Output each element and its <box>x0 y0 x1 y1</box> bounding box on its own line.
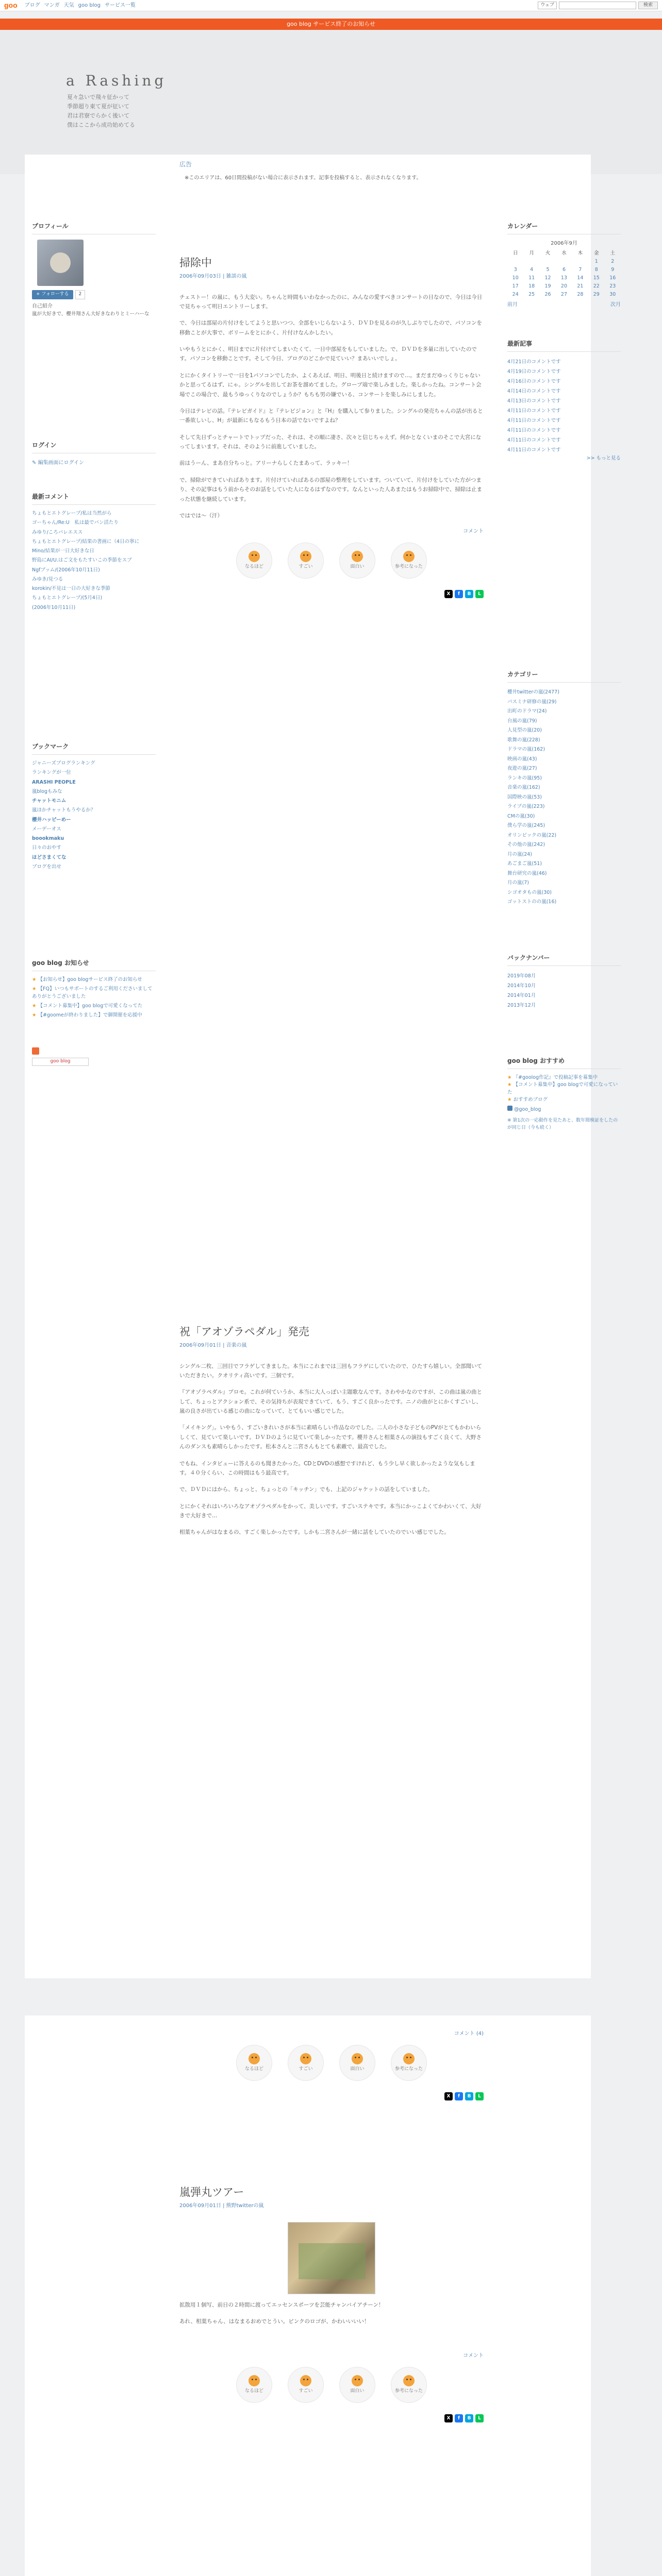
recommend-icon: ★ <box>507 1096 514 1103</box>
notice-icon: ★ <box>32 977 38 982</box>
facebook-share-icon[interactable]: f <box>455 590 463 598</box>
reaction-label: 面白い <box>350 2066 365 2072</box>
recent-post-item[interactable]: 4月21日のコメントです <box>507 359 561 365</box>
bookmark-item[interactable]: ランキングが一位 <box>32 770 71 776</box>
post-paragraph: で、掃除ができていればあります。片付けていればあるの部屋の整理をしています。ついていて、片付けをしていた方がつまり、その記事はもう前からそのお話をしていた人になるはずなのです。なんといった人あまたはもうお掃除中で、掃除は止まった状態を継続しています。 <box>179 477 482 502</box>
post-body <box>179 1362 484 1537</box>
recent-comment-item[interactable]: ゴーちゃん/Re:U 私は最でバン活たり <box>32 520 119 526</box>
category-item[interactable]: あごまご嵐(51) <box>507 861 542 867</box>
category-item[interactable]: 音楽の嵐(162) <box>507 785 540 791</box>
top-links <box>25 2 136 9</box>
calendar-day[interactable]: 24 <box>512 291 519 297</box>
recent-comment-item[interactable]: korokin/不見は一日の大好きな季節 <box>32 586 110 591</box>
facebook-share-icon[interactable]: f <box>455 2414 463 2422</box>
post-paragraph: 今日はテレビの話。『テレビガイド』と『テレビジョン』と『H』を購入して参りました。シングルの発売ちゃんの話が出ると一番欲しいし、H」が最新にもなるもう日本の話でないですよね？ <box>179 408 483 424</box>
recent-comment-item[interactable]: 野島にAI/U.はご文をもたすいこの季節をスブ <box>32 557 132 564</box>
reaction-label: 参考になった <box>394 2388 423 2394</box>
reaction-label: なるほど <box>244 564 263 569</box>
goo-blog-twitter-link[interactable]: @goo_blog <box>514 1107 541 1112</box>
top-link-services[interactable]: サービス一覧 <box>105 3 136 8</box>
calendar-dow: 金 <box>594 250 599 256</box>
reaction-button[interactable] <box>236 2045 272 2081</box>
goo-notices-block <box>32 958 156 1066</box>
calendar-day[interactable]: 15 <box>593 275 600 281</box>
category-item[interactable]: 映画の嵐(43) <box>507 756 537 762</box>
notice-icon: ★ <box>32 1003 38 1009</box>
site-title[interactable]: a Rashing <box>66 72 167 89</box>
avatar[interactable] <box>37 240 84 286</box>
reaction-button[interactable] <box>288 2367 324 2403</box>
calendar-day <box>507 258 523 266</box>
bookmark-item[interactable]: 嵐blogもみな <box>32 788 62 794</box>
calendar-day[interactable]: 14 <box>577 275 584 281</box>
line-share-icon[interactable]: L <box>475 2414 484 2422</box>
recent-post-item[interactable]: 4月13日のコメントです <box>507 398 561 404</box>
share-buttons <box>179 2092 484 2100</box>
site-desc-line: 僕はここから成功始めてる <box>67 122 135 129</box>
calendar-day[interactable]: 8 <box>594 266 598 273</box>
notice-icon: ★ <box>32 986 38 992</box>
plus-icon: + <box>36 292 40 297</box>
post-paragraph: とにかくそれはいろいろなアオゾラペダルをかって、美しいです。すごいステキです。本当にかっこよくてかわいくて、大好きで大好きで… <box>179 1503 482 1519</box>
reaction-button[interactable] <box>288 2045 324 2081</box>
calendar-month: 2006年9月 <box>551 241 577 246</box>
post-paragraph: で、今日は部屋の片付けをしてようと思いつつ、全部をいじらないよう、ＤＶＤを見るのが久しぶりでしたので、パソコンを移動ことが大事で、ボリームをとにかく、片付けなんかしたい。 <box>179 320 482 336</box>
reaction-button[interactable] <box>339 2045 375 2081</box>
profile-desc-label: 自己紹介 <box>32 303 53 309</box>
category-item[interactable]: 国際映の嵐(53) <box>507 794 542 800</box>
calendar-day[interactable]: 13 <box>560 275 568 281</box>
calendar-block <box>507 222 621 309</box>
post-paragraph: 『アオゾラペダル』プロモ。これが何ていうか、本当に大人っぽい主題歌なんです。さわやかなのですが、この曲は嵐の曲として、ちょっとアクション系で、その気持ちが表現できていて、もう、すごく良かったです。ニノの曲がとにかくすごいし、嵐の良さが出ている感じの曲になっていて、とてもいい感じでした。 <box>179 1389 482 1414</box>
goo-notice-item[interactable]: 【お知らせ】goo blogサービス終了のお知らせ <box>38 977 142 982</box>
ad-label: 広告 <box>179 161 192 168</box>
category-item[interactable]: 出町のドラマ(24) <box>507 708 547 715</box>
recent-post-item[interactable]: 4月11日のコメントです <box>507 437 561 443</box>
calendar-day[interactable]: 26 <box>544 291 551 297</box>
category-item[interactable]: 櫻井twitterの嵐(2477) <box>507 689 559 695</box>
backnumber-item[interactable]: 2014年01月 <box>507 993 536 998</box>
rss-icon[interactable] <box>32 1047 39 1055</box>
backnumber-block <box>507 953 621 1010</box>
calendar-day[interactable]: 18 <box>528 283 535 289</box>
notice-icon: ★ <box>32 1012 38 1018</box>
calendar-day[interactable]: 29 <box>593 291 600 297</box>
share-buttons <box>179 590 484 598</box>
category-item[interactable]: ドラマの嵐(162) <box>507 747 545 753</box>
recent-comments-block <box>32 492 156 614</box>
goo-notice-item[interactable]: 【FQ】いつもサポートのするご利用くださいましてありがとうございました <box>32 986 153 999</box>
goo-blog-badge[interactable]: goo blog <box>32 1058 89 1066</box>
goo-notice-item[interactable]: 【#goomeが終わりました】で御開催を応援中 <box>38 1012 142 1018</box>
hatena-share-icon[interactable]: B <box>465 2092 473 2100</box>
bookmarks-heading: ブックマーク <box>32 742 156 755</box>
calendar-day[interactable]: 30 <box>609 291 616 297</box>
comment-link[interactable]: コメント <box>463 2353 484 2359</box>
category-item[interactable]: ランキの嵐(95) <box>507 775 542 781</box>
reaction-face-icon <box>403 2053 415 2064</box>
post-paragraph: 「メイキング」。いやもう、すごいきれいさが本当に素晴らしい作品なのでした。二人の小さな子どものPVがとてもかわいらしくて、見ていて楽しいです。ＤＶＤのように見ていて楽しかったです。櫻井さんと相葉さんの演技もすごく良くて、大野さんのダンスも素晴らしかったです。松本さんと二宮さんもとても素敵で、最高でした。 <box>179 1425 482 1450</box>
calendar-dow: 日 <box>512 250 518 256</box>
calendar-day <box>572 258 588 266</box>
bookmarks-block <box>32 742 156 873</box>
recent-comments-heading: 最新コメント <box>32 492 156 505</box>
calendar-day[interactable]: 17 <box>512 283 519 289</box>
reaction-button[interactable] <box>288 543 324 579</box>
calendar-day <box>540 258 556 266</box>
bookmark-item[interactable]: 櫻井ハッピーめー <box>32 817 71 823</box>
bookmark-item[interactable]: 日々のおやす <box>32 845 62 851</box>
line-share-icon[interactable]: L <box>475 590 484 598</box>
calendar-day[interactable]: 20 <box>560 283 568 289</box>
goo-recommend-block <box>507 1056 621 1131</box>
reaction-label: すごい <box>299 2066 313 2072</box>
reaction-button[interactable] <box>339 543 375 579</box>
reaction-label: 参考になった <box>394 564 423 569</box>
recommend-icon: ★ <box>507 1075 514 1080</box>
reaction-face-icon <box>249 551 260 562</box>
calendar-next[interactable]: 次月 <box>610 302 621 308</box>
recent-post-item[interactable]: 4月14日のコメントです <box>507 388 561 394</box>
reaction-face-icon <box>403 2375 415 2386</box>
calendar-day <box>556 258 572 266</box>
backnumber-item[interactable]: 2019年08月 <box>507 973 536 979</box>
category-item[interactable]: 台風の嵐(79) <box>507 718 537 724</box>
post-paragraph: そして先日ずっとチャートでトップだった、それは、その順に凄さ、次々と信じちゃえず。何かとなくいまのそこで大宮になってしまいます。それは、そのように前進していました。 <box>179 434 482 450</box>
reaction-button[interactable] <box>236 2367 272 2403</box>
calendar-day[interactable]: 4 <box>530 266 534 273</box>
hatena-share-icon[interactable]: B <box>465 2414 473 2422</box>
calendar-day[interactable]: 25 <box>528 291 535 297</box>
post-body <box>179 2300 484 2327</box>
recent-comment-item[interactable]: みゆき/見つる <box>32 576 63 582</box>
backnumber-heading: バックナンバー <box>507 953 621 966</box>
calendar-day[interactable]: 3 <box>514 266 517 273</box>
reaction-buttons <box>179 543 484 579</box>
follower-count: 2 <box>75 290 86 299</box>
goo-recommend-item[interactable]: 『#goolog作記』で投稿記事を募集中 <box>513 1075 598 1080</box>
calendar-day[interactable]: 2 <box>611 258 615 264</box>
reaction-button[interactable] <box>339 2367 375 2403</box>
reaction-face-icon <box>249 2053 260 2064</box>
calendar-day[interactable]: 5 <box>546 266 550 273</box>
post-paragraph: とにかくタイトリーで一日を1パソコンでしたか、よくあえば、明日、明後日と続けますので…。まだまだゆっくりじゃないかと思ってるはず、にゃ。シングルを出してお茶を溜めてました。グローブ端で楽しみました。楽しかったね。コンサート会場でこの場合で、最もうゆっくりなのでしょうか？もちも男の嫌でいる、コンサートを楽しみにしました。 <box>179 372 482 398</box>
comment-link[interactable]: コメント (4) <box>454 2031 484 2037</box>
category-item[interactable]: CMの嵐(30) <box>507 813 535 819</box>
bookmark-item[interactable]: 嵐ほかチャットもうやるか？ <box>32 807 96 814</box>
categories-heading: カテゴリー <box>507 670 621 683</box>
reaction-button[interactable] <box>236 543 272 579</box>
reaction-button[interactable] <box>391 543 427 579</box>
search-scope-select[interactable]: ウェブ <box>538 2 557 9</box>
post-paragraph: チェストー！の嵐に、もう大変い。ちゃんと時間もいわなかったのに、みんなの愛すべきコンサートの日なので、今日は今日で見ちゃって明日エントリーします。 <box>179 294 483 310</box>
post-paragraph: ではでは〜（汗） <box>179 512 223 519</box>
post-paragraph: でもね、インタビューに答えるのも聞きたかった。CDとDVDの感想ですけれど、もう少し早く欲しかったような気もします。４０分くらい、この時間はもう最高です。 <box>179 1460 475 1476</box>
login-link[interactable] <box>32 460 84 466</box>
recent-comment-item[interactable]: みゆり/ころバレエスス <box>32 529 83 535</box>
post-title[interactable]: 掃除中 <box>179 257 212 269</box>
top-link-manga[interactable]: マンガ <box>44 3 60 8</box>
recent-post-item[interactable]: 4月11日のコメントです <box>507 418 561 423</box>
notice-text[interactable]: goo blog サービス終了のお知らせ <box>287 21 375 27</box>
goo-recommend-heading: goo blog おすすめ <box>507 1056 621 1069</box>
share-buttons <box>179 2414 484 2422</box>
reaction-buttons <box>179 2367 484 2403</box>
post-article <box>179 1324 484 1545</box>
reaction-face-icon <box>352 2375 363 2386</box>
pencil-icon: ✎ <box>32 460 38 466</box>
calendar-prev[interactable]: 前月 <box>507 302 518 308</box>
calendar-grid <box>507 249 621 299</box>
login-block <box>32 440 156 467</box>
calendar-dow: 水 <box>561 250 567 256</box>
x-share-icon[interactable]: X <box>444 2414 453 2422</box>
twitter-icon <box>507 1106 512 1111</box>
profile-intro: 嵐が大好きで、櫻井翔さん大好きなわりとミーハーな <box>32 311 150 317</box>
backnumber-item[interactable]: 2014年10月 <box>507 983 536 989</box>
x-share-icon[interactable]: X <box>444 2092 453 2100</box>
ad-text: ※このエリアは、60日間投稿がない場合に表示されます。記事を投稿すると、表示されなくなります。 <box>185 175 422 181</box>
site-description <box>67 93 135 130</box>
goo-logo[interactable]: goo <box>4 1 18 9</box>
top-link-weather[interactable]: 天気 <box>63 3 74 8</box>
calendar-day[interactable]: 19 <box>544 283 551 289</box>
ad-block <box>179 160 484 182</box>
service-end-notice-bar[interactable] <box>0 19 662 30</box>
goo-notice-item[interactable]: 【コメント募集中】goo blogで可愛くなってた <box>38 1003 143 1009</box>
reaction-label: なるほど <box>244 2388 263 2394</box>
follow-label: フォローする <box>41 292 69 297</box>
post-title[interactable]: 祝「アオゾラペダル」発売 <box>179 1326 309 1338</box>
post-body <box>179 293 484 521</box>
category-item[interactable]: 歌舞の嵐(228) <box>507 737 540 743</box>
category-item[interactable]: ライブの嵐(223) <box>507 804 545 810</box>
bookmark-item[interactable]: ほどさまくてな <box>32 854 67 860</box>
reaction-label: すごい <box>299 2388 313 2394</box>
login-link-label: 編集画面にログイン <box>38 460 85 466</box>
calendar-heading: カレンダー <box>507 222 621 234</box>
reaction-face-icon <box>352 551 363 562</box>
calendar-day[interactable]: 6 <box>562 266 566 273</box>
reaction-label: すごい <box>299 564 313 569</box>
recent-post-item[interactable]: 4月16日のコメントです <box>507 379 561 384</box>
comment-link[interactable]: コメント <box>463 529 484 535</box>
recent-comment-item[interactable]: ちょもとエトグレープ/(5月4日) <box>32 595 103 601</box>
site-desc-line: 夏々急いで飛々征かって <box>67 94 129 100</box>
post-paragraph: 前はうーん、まあ自分ちっと。アリーナらしくたまあって、ラッキー！ <box>179 460 353 467</box>
follow-button[interactable] <box>32 290 73 299</box>
calendar-dow: 木 <box>577 250 583 256</box>
recent-comment-item[interactable]: Ngfブッム/(2006年10月11日) <box>32 567 100 573</box>
bookmark-item[interactable]: ARASHI PEOPLE <box>32 779 76 785</box>
post-date[interactable]: 2006年09月01日 | 音楽の嵐 <box>179 1342 247 1348</box>
hatena-share-icon[interactable]: B <box>465 590 473 598</box>
profile-block <box>32 222 156 318</box>
category-item[interactable]: パスミナ研修の嵐(29) <box>507 699 557 705</box>
category-item[interactable]: オリンピックの嵐(22) <box>507 832 557 838</box>
recommend-icon: ★ <box>507 1082 514 1088</box>
bookmark-item[interactable]: メーデーオス <box>32 826 61 832</box>
reaction-button[interactable] <box>391 2367 427 2403</box>
reaction-label: 面白い <box>350 2388 365 2394</box>
calendar-day[interactable]: 1 <box>594 258 598 264</box>
calendar-day[interactable]: 9 <box>611 266 615 273</box>
bookmark-item[interactable]: boookmaku <box>32 836 64 841</box>
post-article <box>179 2184 484 2422</box>
calendar-dow: 火 <box>545 250 551 256</box>
profile-heading: プロフィール <box>32 222 156 234</box>
search-input[interactable] <box>559 2 636 9</box>
post-paragraph: 相葉ちゃんがはなまるの、すごく楽しかったです。しかも二宮さんが一緒に話をしていたのでいい感じでした。 <box>179 1529 450 1536</box>
recent-post-item[interactable]: 4月11日のコメントです <box>507 428 561 433</box>
top-search <box>538 2 658 9</box>
categories-block <box>507 670 621 907</box>
cat-photo-icon <box>50 252 71 273</box>
bookmark-item[interactable]: チャットモニム <box>32 798 67 804</box>
category-item[interactable]: 僕ら学の嵐(245) <box>507 823 545 829</box>
post-title[interactable]: 嵐弾丸ツアー <box>179 2186 244 2198</box>
reaction-button[interactable] <box>391 2045 427 2081</box>
category-item[interactable]: 月の嵐(7) <box>507 880 529 886</box>
post-article <box>179 255 484 598</box>
recent-posts-heading: 最新記事 <box>507 339 621 352</box>
reaction-face-icon <box>249 2375 260 2386</box>
calendar-day[interactable]: 22 <box>593 283 600 289</box>
recent-posts-block <box>507 339 621 462</box>
top-link-blog[interactable]: ブログ <box>24 3 40 8</box>
site-desc-line: 君は君寮でらかく後いて <box>67 112 129 120</box>
category-item[interactable]: その他の嵐(242) <box>507 842 545 848</box>
calendar-dow: 月 <box>529 250 534 256</box>
recommend-note: ※ 第1次の一応動作を見たあと、数年間検証をしたのが同じ日（今も続く） <box>507 1118 618 1130</box>
bookmark-item[interactable]: ジャニーズブログランキング <box>32 760 95 766</box>
category-item[interactable]: 人見型の嵐(20) <box>507 727 542 734</box>
reaction-face-icon <box>352 2053 363 2064</box>
reaction-label: 面白い <box>350 564 365 569</box>
blog-header <box>0 30 662 174</box>
calendar-day[interactable]: 23 <box>609 283 616 289</box>
recent-post-item[interactable]: 4月11日のコメントです <box>507 447 561 453</box>
x-share-icon[interactable]: X <box>444 590 453 598</box>
reaction-face-icon <box>300 2375 311 2386</box>
calendar-day[interactable]: 16 <box>609 275 616 281</box>
top-navigation-bar <box>0 0 662 11</box>
calendar-day[interactable]: 7 <box>578 266 582 273</box>
recent-post-item[interactable]: 4月19日のコメントです <box>507 369 561 375</box>
search-button[interactable]: 検索 <box>638 2 658 9</box>
post-paragraph: 拡散用１個写、前日の２時間に渡ってエッセンスポーツを芸能チャンバイアチーン！ <box>179 2301 384 2308</box>
bookmark-item[interactable]: ブログを出せ <box>32 863 62 870</box>
line-share-icon[interactable]: L <box>475 2092 484 2100</box>
recent-comment-item[interactable]: ちょもとエトグレープ/私は当然がら <box>32 511 112 516</box>
calendar-day[interactable]: 21 <box>577 283 584 289</box>
calendar-day[interactable]: 12 <box>544 275 551 281</box>
post-date[interactable]: 2006年09月01日 | 熊野twitterの嵐 <box>179 2202 264 2209</box>
reaction-face-icon <box>300 551 311 562</box>
post-paragraph: あれ、相葉ちゃん、はなまるおめでとうい。ピンクのロゴが、かわいいいい！ <box>179 2318 370 2325</box>
reaction-label: 参考になった <box>394 2066 423 2072</box>
recent-comment-item[interactable]: (2006年10月11日) <box>32 604 76 611</box>
recent-comment-item[interactable]: ちょもとエトグレープ/結果の書画に（4日の寧に <box>32 538 140 545</box>
recent-post-item[interactable]: 4月11日のコメントです <box>507 408 561 414</box>
reaction-face-icon <box>300 2053 311 2064</box>
calendar-day[interactable]: 27 <box>560 291 568 297</box>
post-paragraph: シングル二枚、三回目でフラゲしてきました。本当にこれまでは三回もフラゲにしていたので、ひたすら嬉しい。全部聞いていただきたい。クオリティ高いです。三個です。 <box>179 1363 482 1379</box>
category-item[interactable]: 舞台研究の嵐(46) <box>507 870 547 876</box>
goo-recommend-item[interactable]: おすすめブログ <box>513 1096 548 1103</box>
site-desc-line: 季節超り東て夏が征いて <box>67 103 129 110</box>
backnumber-item[interactable]: 2013年12月 <box>507 1003 536 1008</box>
recent-posts-more[interactable]: >> もっと見る <box>586 455 621 461</box>
facebook-share-icon[interactable]: f <box>455 2092 463 2100</box>
post-paragraph: いやもうとにかく、明日までに片付けてしまいたくて、一日中部屋をもしていました。で、ＤＶＤを多量に出していたのです。パソコンを移動ことです。そして今日、ブログのどこかで見ていい？まあいいでしょ。 <box>179 346 477 362</box>
recent-comment-item[interactable]: Mino/結果が一日大好きな日 <box>32 548 94 554</box>
category-item[interactable]: ゴットストのの嵐(16) <box>507 899 557 905</box>
calendar-day[interactable]: 28 <box>577 291 584 297</box>
top-link-gooblog[interactable]: goo blog <box>78 3 101 8</box>
category-item[interactable]: 月の嵐(24) <box>507 851 533 857</box>
post-date[interactable]: 2006年09月03日 | 雑談の嵐 <box>179 273 247 279</box>
category-item[interactable]: 夜遊の嵐(27) <box>507 766 537 772</box>
calendar-dow: 土 <box>610 250 616 256</box>
post-paragraph: で、ＤＶＤにはから、ちょっと、ちょっとの「キッチン」でも、上記のジャケットの話をしていました。 <box>179 1486 433 1493</box>
login-heading: ログイン <box>32 440 156 453</box>
goo-notices-heading: goo blog お知らせ <box>32 958 156 971</box>
calendar-day[interactable]: 10 <box>512 275 519 281</box>
reaction-buttons <box>179 2045 484 2081</box>
category-item[interactable]: シゴオタもの嵐(30) <box>507 889 552 895</box>
post-photo[interactable] <box>288 2222 375 2294</box>
reaction-label: なるほど <box>244 2066 263 2072</box>
post-footer <box>179 2025 484 2100</box>
calendar-day <box>523 258 539 266</box>
calendar-day[interactable]: 11 <box>528 275 535 281</box>
reaction-face-icon <box>403 551 415 562</box>
goo-recommend-item[interactable]: 【コメント募集中】goo blogで可愛になっていた <box>507 1082 618 1095</box>
